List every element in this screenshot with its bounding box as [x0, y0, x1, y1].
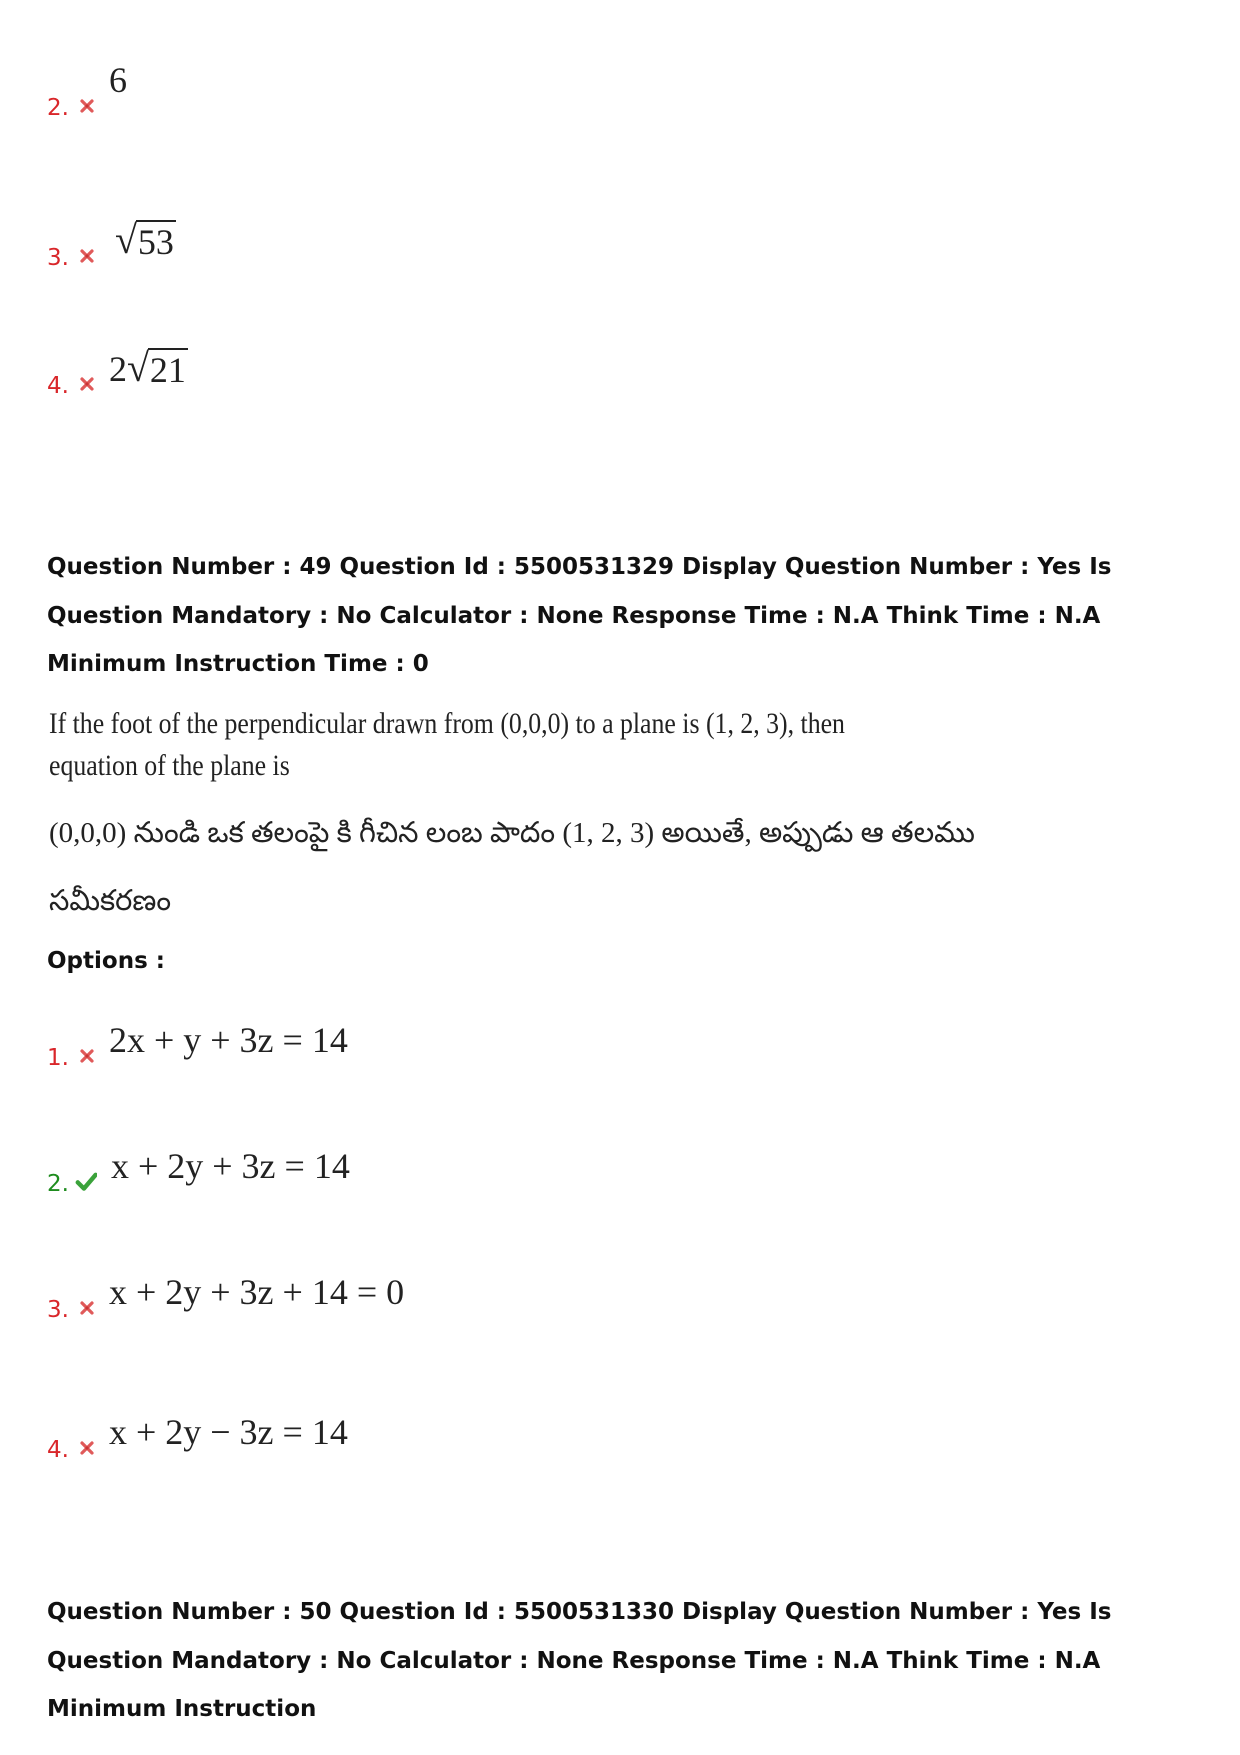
question-text-te-line1: (0,0,0) నుండి ఒక తలంపై కి గీచిన లంబ పాదం (1, 2, 3) అయితే, అప్పుడు ఆ తలము — [49, 817, 975, 849]
option-math — [108, 345, 188, 390]
option-number: 3. — [47, 245, 69, 271]
option-text: 2x + y + 3z = 14 — [108, 1020, 348, 1060]
prev-option-2 — [47, 62, 127, 122]
prev-option-3 — [47, 212, 176, 272]
option-text: x + 2y + 3z = 14 — [110, 1146, 350, 1186]
square-root — [126, 345, 188, 390]
options-label: Options : — [47, 948, 165, 974]
question-text-te-line2: సమీకరణం — [49, 885, 172, 917]
option-4 — [47, 1404, 348, 1464]
option-2 — [47, 1138, 350, 1198]
coefficient: 2 — [108, 349, 127, 389]
question-text-en-line2: equation of the plane is — [49, 749, 290, 782]
option-number: 4. — [47, 373, 69, 399]
option-number: 3. — [47, 1297, 69, 1323]
option-number: 1. — [47, 1045, 69, 1071]
cross-icon — [79, 248, 95, 264]
radicand: 53 — [137, 222, 174, 262]
option-math — [114, 217, 176, 262]
radicand: 21 — [149, 350, 186, 390]
option-1 — [47, 1012, 348, 1072]
option-text: 6 — [108, 60, 127, 100]
cross-icon — [79, 1300, 95, 1316]
cross-icon — [79, 1440, 95, 1456]
cross-icon — [79, 98, 95, 114]
prev-option-4 — [47, 340, 188, 400]
option-text: x + 2y − 3z = 14 — [108, 1412, 348, 1452]
question-50-meta: Question Number : 50 Question Id : 5500531330 Display Question Number : Yes Is Question Mandatory : No Calculator : None Response Time : N.A Think Time : N.A Minimum Instruction — [47, 1599, 1112, 1722]
option-text: x + 2y + 3z + 14 = 0 — [108, 1272, 405, 1312]
question-49-meta: Question Number : 49 Question Id : 5500531329 Display Question Number : Yes Is Question Mandatory : No Calculator : None Response Time : N.A Think Time : N.A Minimum Instruction Time : 0 — [47, 554, 1112, 677]
option-3 — [47, 1264, 404, 1324]
option-number: 4. — [47, 1437, 69, 1463]
radical-sign: √ — [126, 345, 149, 390]
option-number: 2. — [47, 95, 69, 121]
radical-sign: √ — [114, 217, 137, 262]
check-icon — [75, 1170, 97, 1192]
option-number: 2. — [47, 1171, 69, 1197]
question-text-en-line1: If the foot of the perpendicular drawn from (0,0,0) to a plane is (1, 2, 3), then — [49, 707, 845, 740]
cross-icon — [79, 1048, 95, 1064]
square-root — [114, 217, 176, 262]
cross-icon — [79, 376, 95, 392]
